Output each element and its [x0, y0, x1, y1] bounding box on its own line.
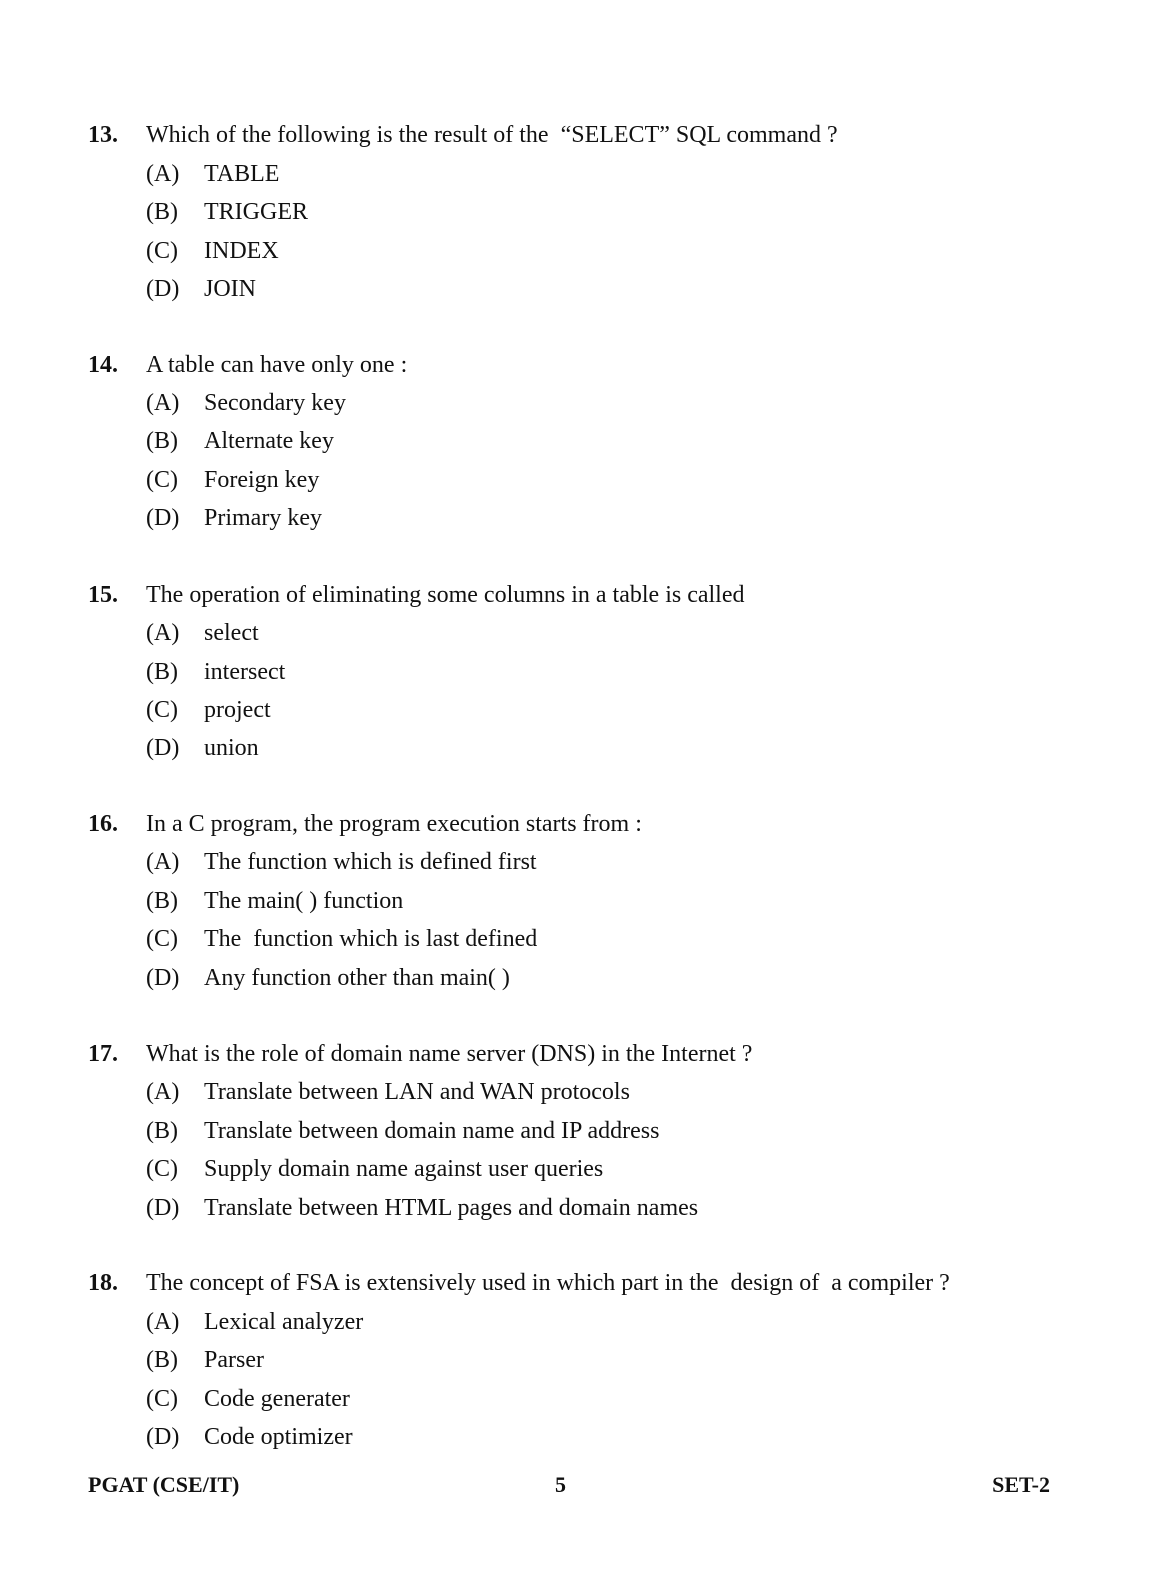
question-number: 16.	[88, 811, 118, 837]
option-text: The main( ) function	[204, 888, 404, 914]
option-c	[0, 1153, 1153, 1185]
option-b	[0, 1115, 1153, 1147]
option-label: (D)	[146, 1195, 180, 1221]
option-text: Any function other than main( )	[204, 965, 510, 991]
option-text: The function which is last defined	[204, 926, 538, 952]
option-b	[0, 656, 1153, 688]
option-d	[0, 962, 1153, 994]
option-text: Foreign key	[204, 467, 320, 493]
option-label: (C)	[146, 467, 178, 493]
question-stem	[0, 119, 1153, 151]
option-c	[0, 235, 1153, 267]
option-d	[0, 273, 1153, 305]
question-text: In a C program, the program execution starts from :	[146, 811, 642, 837]
option-d	[0, 732, 1153, 764]
option-a	[0, 1306, 1153, 1338]
option-text: Alternate key	[204, 428, 334, 454]
option-c	[0, 694, 1153, 726]
question-stem	[0, 349, 1153, 381]
option-label: (A)	[146, 1079, 180, 1105]
question-number: 14.	[88, 352, 118, 378]
option-text: TRIGGER	[204, 199, 308, 225]
set-label: SET-2	[992, 1472, 1050, 1497]
option-a	[0, 617, 1153, 649]
option-d	[0, 1421, 1153, 1453]
option-text: Parser	[204, 1347, 264, 1373]
question-stem	[0, 808, 1153, 840]
option-c	[0, 923, 1153, 955]
option-a	[0, 387, 1153, 419]
option-text: Primary key	[204, 505, 322, 531]
option-label: (B)	[146, 1347, 178, 1373]
option-text: union	[204, 735, 259, 761]
option-label: (D)	[146, 965, 180, 991]
option-a	[0, 1076, 1153, 1108]
option-a	[0, 158, 1153, 190]
option-text: Translate between domain name and IP address	[204, 1118, 660, 1144]
option-text: Supply domain name against user queries	[204, 1156, 604, 1182]
option-label: (B)	[146, 659, 178, 685]
option-text: Code generater	[204, 1386, 350, 1412]
option-b	[0, 1344, 1153, 1376]
option-label: (D)	[146, 505, 180, 531]
option-label: (D)	[146, 276, 180, 302]
option-label: (C)	[146, 1156, 178, 1182]
option-a	[0, 846, 1153, 878]
option-text: Lexical analyzer	[204, 1309, 364, 1335]
page-footer	[0, 1470, 1153, 1500]
option-text: Translate between LAN and WAN protocols	[204, 1079, 630, 1105]
option-label: (C)	[146, 1386, 178, 1412]
question-number: 17.	[88, 1041, 118, 1067]
option-text: INDEX	[204, 238, 279, 264]
question-text: The concept of FSA is extensively used in which part in the design of a compiler ?	[146, 1270, 950, 1296]
option-label: (D)	[146, 735, 180, 761]
option-label: (B)	[146, 1118, 178, 1144]
option-text: intersect	[204, 659, 286, 685]
option-text: The function which is defined first	[204, 849, 537, 875]
option-label: (A)	[146, 849, 180, 875]
option-text: Secondary key	[204, 390, 346, 416]
option-label: (D)	[146, 1424, 180, 1450]
exam-code: PGAT (CSE/IT)	[88, 1472, 240, 1497]
option-d	[0, 502, 1153, 534]
option-text: select	[204, 620, 259, 646]
option-b	[0, 196, 1153, 228]
question-number: 18.	[88, 1270, 118, 1296]
option-label: (A)	[146, 1309, 180, 1335]
question-stem	[0, 1038, 1153, 1070]
option-label: (A)	[146, 390, 180, 416]
question-stem	[0, 1267, 1153, 1299]
option-text: project	[204, 697, 271, 723]
question-stem	[0, 579, 1153, 611]
question-text: What is the role of domain name server (DNS) in the Internet ?	[146, 1041, 753, 1067]
option-label: (B)	[146, 428, 178, 454]
option-d	[0, 1192, 1153, 1224]
option-text: Code optimizer	[204, 1424, 353, 1450]
question-text: A table can have only one :	[146, 352, 408, 378]
question-text: Which of the following is the result of the “SELECT” SQL command ?	[146, 122, 838, 148]
option-label: (A)	[146, 161, 180, 187]
question-text: The operation of eliminating some columns in a table is called	[146, 582, 745, 608]
option-label: (C)	[146, 926, 178, 952]
option-b	[0, 425, 1153, 457]
page-number: 5	[555, 1472, 566, 1497]
option-b	[0, 885, 1153, 917]
option-label: (C)	[146, 697, 178, 723]
question-number: 15.	[88, 582, 118, 608]
option-label: (C)	[146, 238, 178, 264]
question-number: 13.	[88, 122, 118, 148]
option-label: (A)	[146, 620, 180, 646]
option-label: (B)	[146, 199, 178, 225]
option-label: (B)	[146, 888, 178, 914]
option-text: JOIN	[204, 276, 256, 302]
option-c	[0, 464, 1153, 496]
option-text: Translate between HTML pages and domain names	[204, 1195, 699, 1221]
option-c	[0, 1383, 1153, 1415]
option-text: TABLE	[204, 161, 280, 187]
